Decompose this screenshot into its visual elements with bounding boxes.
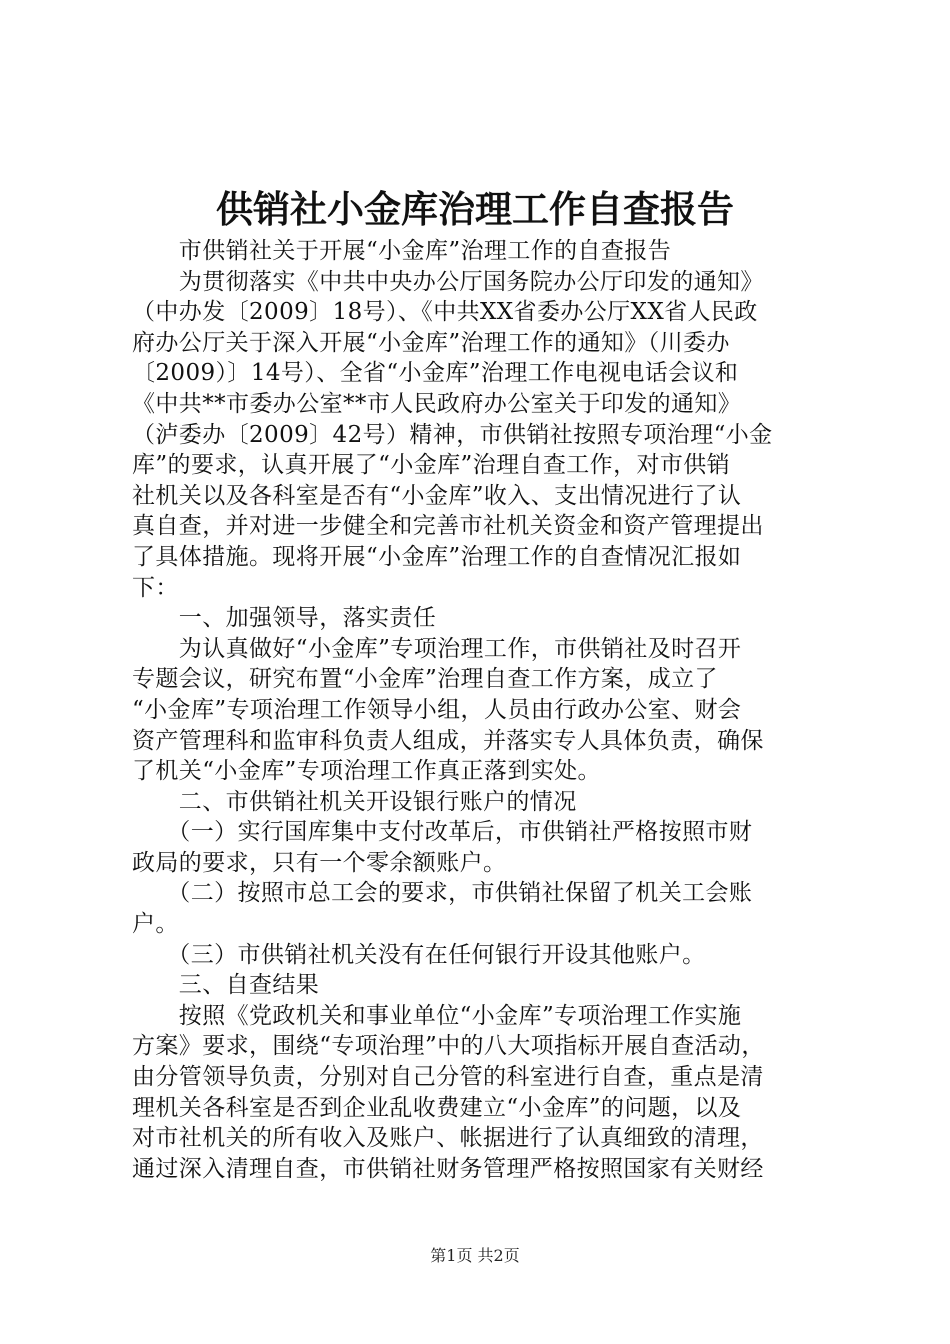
document-body	[132, 236, 852, 1184]
body-line: 为贯彻落实《中共中央办公厅国务院办公厅印发的通知》	[132, 268, 764, 295]
body-line: 为认真做好“小金库”专项治理工作，市供销社及时召开	[132, 635, 742, 662]
body-line: （泸委办〔2009〕42号）精神，市供销社按照专项治理“小金	[132, 421, 773, 448]
body-line: 〔2009）〕14号）、全省“小金库”治理工作电视电话会议和	[132, 360, 739, 387]
body-line: 政局的要求，只有一个零余额账户。	[132, 849, 507, 876]
body-line: （二）按照市总工会的要求，市供销社保留了机关工会账	[132, 880, 753, 907]
body-line: （三）市供销社机关没有在任何银行开设其他账户。	[132, 941, 706, 968]
body-line: （一）实行国库集中支付改革后，市供销社严格按照市财	[132, 819, 753, 846]
body-line: （中办发〔2009〕18号）、《中共XX省委办公厅XX省人民政	[132, 299, 758, 326]
body-line: 户。	[132, 911, 179, 938]
body-line: 了具体措施。现将开展“小金库”治理工作的自查情况汇报如	[132, 543, 742, 570]
body-line: 了机关“小金库”专项治理工作真正落到实处。	[132, 758, 601, 785]
body-line: 由分管领导负责，分别对自己分管的科室进行自查，重点是清	[132, 1064, 764, 1091]
body-line: 理机关各科室是否到企业乱收费建立“小金库”的问题，以及	[132, 1094, 742, 1121]
page-footer: 第1页 共2页	[430, 1246, 520, 1265]
section-heading: 一、加强领导，落实责任	[132, 605, 437, 632]
body-line: 资产管理科和监审科负责人组成，并落实专人具体负责，确保	[132, 727, 764, 754]
section-heading: 三、自查结果	[132, 972, 320, 999]
body-line: 对市社机关的所有收入及账户、帐据进行了认真细致的清理，	[132, 1125, 764, 1152]
body-line: 专题会议，研究布置“小金库”治理自查工作方案，成立了	[132, 666, 718, 693]
body-line: 下：	[132, 574, 179, 601]
body-line: 按照《党政机关和事业单位“小金库”专项治理工作实施	[132, 1002, 742, 1029]
section-heading: 二、市供销社机关开设银行账户的情况	[132, 788, 577, 815]
body-line: “小金库”专项治理工作领导小组，人员由行政办公室、财会	[132, 696, 742, 723]
body-line: 库”的要求，认真开展了“小金库”治理自查工作，对市供销	[132, 452, 731, 479]
body-line: 市供销社关于开展“小金库”治理工作的自查报告	[132, 238, 672, 264]
body-line: 通过深入清理自查，市供销社财务管理严格按照国家有关财经	[132, 1155, 764, 1182]
body-line: 真自查，并对进一步健全和完善市社机关资金和资产管理提出	[132, 513, 764, 540]
body-line: 社机关以及各科室是否有“小金库”收入、支出情况进行了认	[132, 482, 742, 509]
document-title: 供销社小金库治理工作自查报告	[216, 187, 734, 231]
body-line: 方案》要求，围绕“专项治理”中的八大项指标开展自查活动，	[132, 1033, 765, 1060]
body-line: 府办公厅关于深入开展“小金库”治理工作的通知》（川委办	[132, 329, 730, 356]
body-line: 《中共**市委办公室**市人民政府办公室关于印发的通知》	[132, 390, 742, 417]
